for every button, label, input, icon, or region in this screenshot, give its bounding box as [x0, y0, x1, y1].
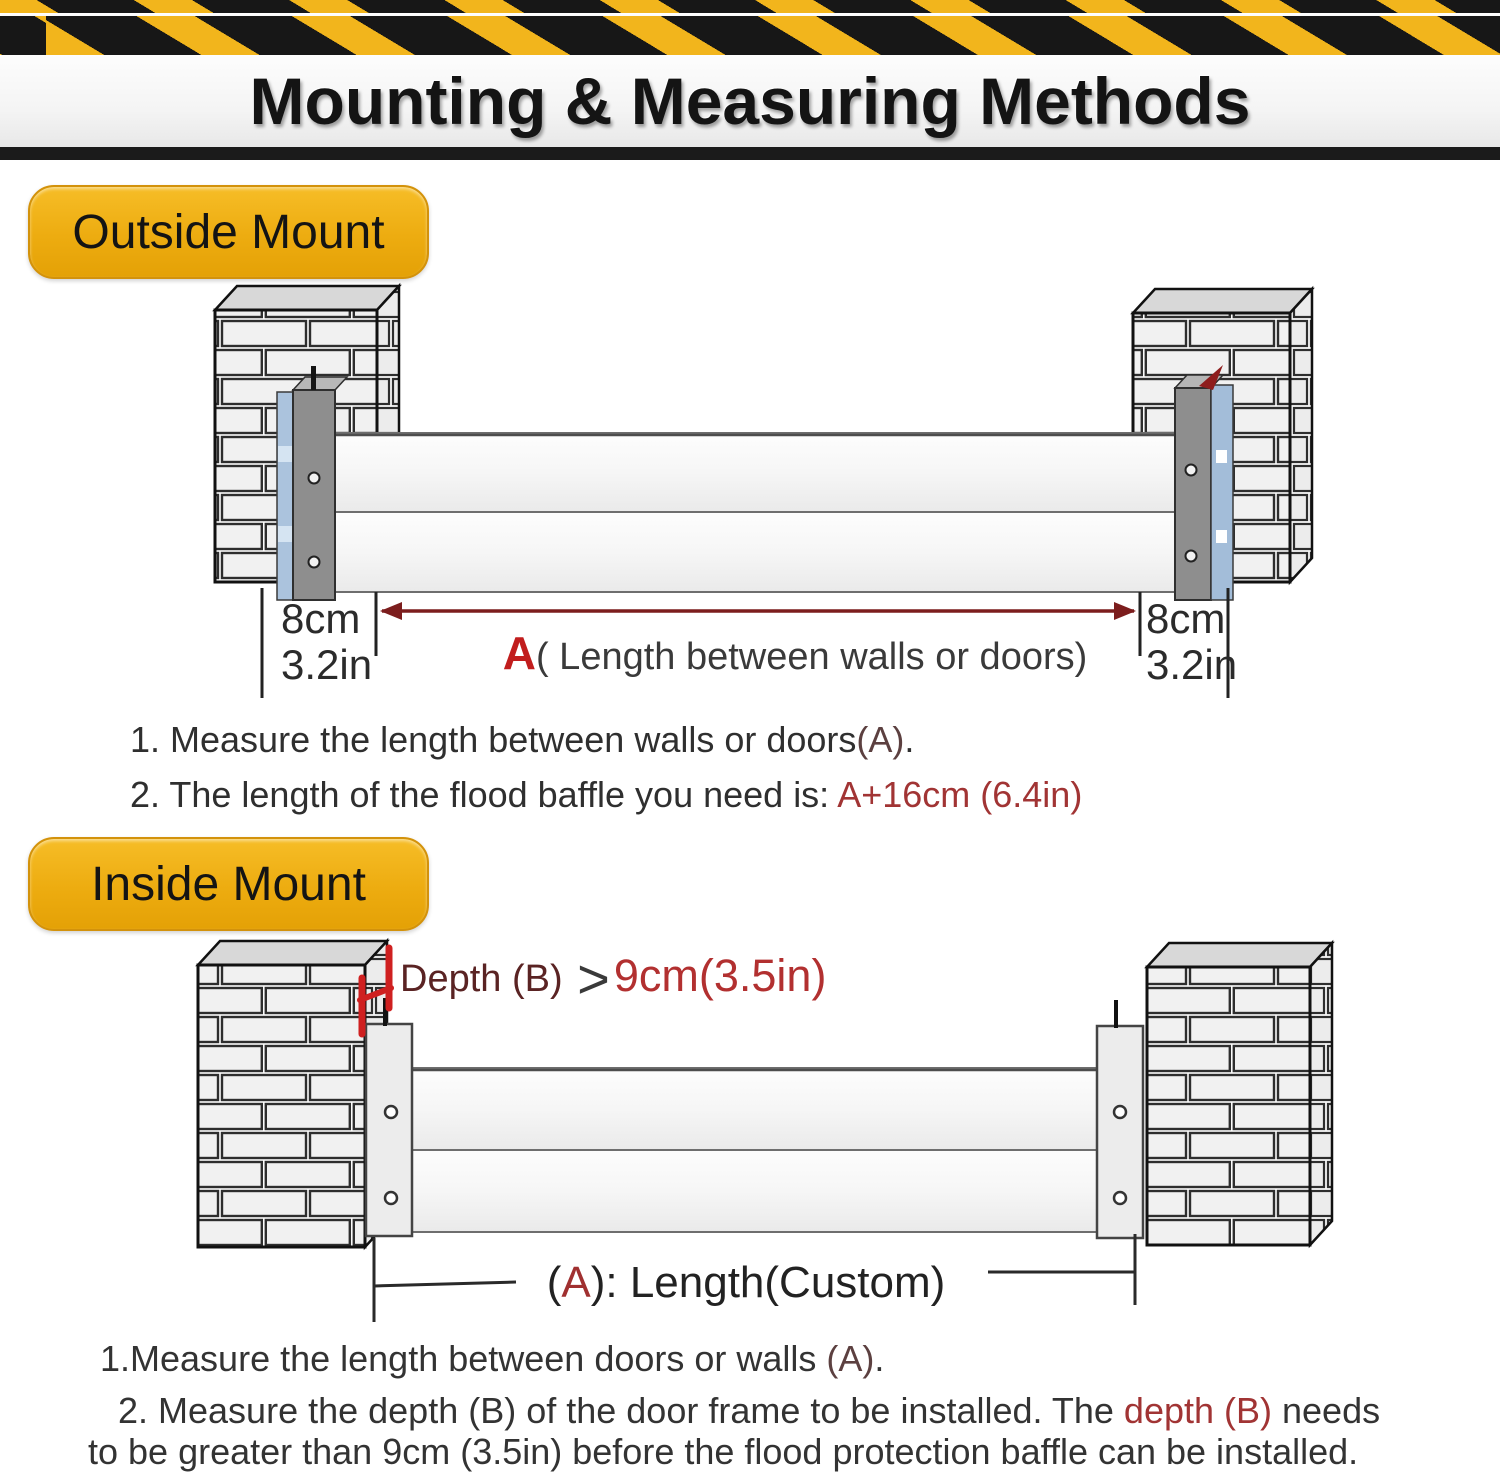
step-text: 2. The length of the flood baffle you need is:: [130, 774, 838, 815]
inside-length-label: [466, 1258, 1026, 1308]
outside-step-2: [130, 774, 1082, 816]
outside-mount-badge-label: Outside Mount: [72, 205, 385, 259]
step-text: to be greater than 9cm (3.5in) before the flood protection baffle can be installed.: [88, 1431, 1359, 1472]
outside-flood-baffle: [330, 433, 1178, 592]
offset-cm: 8cm: [1146, 595, 1226, 642]
length-description: ( Length between walls or doors): [535, 636, 1088, 678]
step-text: 1. Measure the length between walls or doors: [130, 719, 857, 760]
inside-step-1: [100, 1338, 884, 1380]
paren-open: (: [546, 1258, 562, 1307]
step-text: 2. Measure the depth (B) of the door frame to be installed. The: [118, 1390, 1124, 1431]
outside-mount-badge: [28, 185, 429, 279]
page-title: Mounting & Measuring Methods: [249, 64, 1251, 138]
inside-step-2-line-2: [88, 1431, 1358, 1473]
outside-right-bracket: [1175, 365, 1233, 600]
outside-left-offset-label: [281, 596, 372, 688]
step-text-end: needs: [1272, 1390, 1381, 1431]
inside-flood-baffle: [410, 1068, 1098, 1232]
depth-b-ref: depth (B): [1123, 1390, 1272, 1431]
inside-right-bracket: [1097, 1000, 1143, 1238]
step-text-end: .: [904, 719, 915, 760]
step-text: 1.Measure the length between doors or walls: [100, 1338, 827, 1379]
inside-mount-badge: [28, 837, 429, 931]
step-a-ref: (A): [856, 719, 905, 760]
offset-in: 3.2in: [281, 641, 373, 688]
baffle-length-formula: A+16cm (6.4in): [837, 774, 1083, 815]
greater-than-sign: >: [577, 947, 610, 1010]
inside-left-bracket: [366, 998, 412, 1236]
length-letter-a: A: [561, 1258, 591, 1307]
inside-mount-badge-label: Inside Mount: [91, 857, 366, 911]
outside-step-1: [130, 719, 914, 761]
outside-right-offset-label: [1146, 596, 1237, 688]
length-arrow: [380, 602, 1136, 620]
offset-cm: 8cm: [281, 595, 361, 642]
depth-text: Depth (B): [400, 958, 574, 1000]
step-text-end: .: [874, 1338, 885, 1379]
depth-value: 9cm(3.5in): [613, 950, 827, 1001]
length-letter-a: A: [502, 627, 536, 679]
inside-step-2-line-1: [118, 1390, 1380, 1432]
inside-right-pillar: [1147, 943, 1332, 1245]
inside-depth-label: [400, 946, 826, 1011]
step-a-ref: (A): [826, 1338, 875, 1379]
offset-in: 3.2in: [1146, 641, 1238, 688]
length-custom-text: ): Length(Custom): [590, 1258, 946, 1307]
outside-length-label: [465, 626, 1125, 680]
